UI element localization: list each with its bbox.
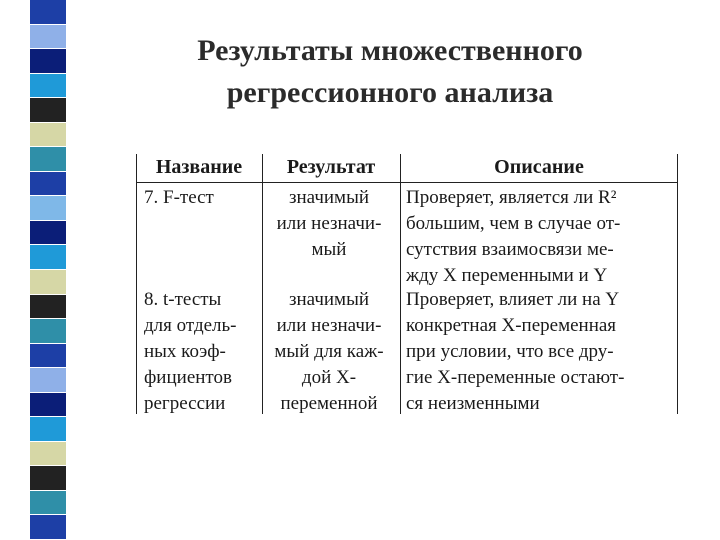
header-divider (136, 182, 678, 183)
stripe-block (30, 442, 66, 467)
stripe-block (30, 417, 66, 442)
stripe-block (30, 515, 66, 540)
row2-description (406, 287, 676, 417)
cell-line: или незначи- (276, 315, 382, 336)
row1-description (406, 185, 676, 289)
table-border-right (677, 154, 678, 414)
cell-line: переменной (280, 393, 378, 414)
stripe-block (30, 270, 66, 295)
results-table (136, 154, 678, 414)
cell-line: значимый (288, 289, 370, 310)
stripe-block (30, 393, 66, 418)
slide-title (100, 30, 680, 114)
stripe-block (30, 49, 66, 74)
row1-result (266, 185, 392, 263)
stripe-block (30, 319, 66, 344)
column-divider-2 (400, 154, 401, 414)
cell-line: регрессии (144, 393, 226, 414)
cell-line: 8. t-тесты (144, 289, 222, 310)
stripe-block (30, 196, 66, 221)
stripe-block (30, 344, 66, 369)
cell-line: гие X-переменные остают- (406, 367, 625, 388)
title-line-1: Результаты множественного (197, 34, 583, 67)
stripe-block (30, 147, 66, 172)
decorative-stripe (30, 0, 66, 540)
cell-line: конкретная X-переменная (406, 315, 617, 336)
header-description: Описание (494, 156, 584, 178)
cell-line: значимый (288, 187, 370, 208)
stripe-block (30, 172, 66, 197)
stripe-block (30, 98, 66, 123)
column-divider-1 (262, 154, 263, 414)
cell-line: сутствия взаимосвязи ме- (406, 239, 614, 260)
cell-line: при условии, что все дру- (406, 341, 614, 362)
stripe-block (30, 74, 66, 99)
stripe-block (30, 123, 66, 148)
row2-name (144, 287, 262, 417)
stripe-block (30, 295, 66, 320)
cell-line: мый для каж- (274, 341, 384, 362)
cell-line: мый (311, 239, 347, 260)
stripe-block (30, 368, 66, 393)
cell-line: Проверяет, влияет ли на Y (406, 289, 620, 310)
row2-result (266, 287, 392, 417)
table-border-left (136, 154, 137, 414)
cell-line: или незначи- (276, 213, 382, 234)
header-result: Результат (286, 156, 376, 178)
cell-line: для отдель- (144, 315, 237, 336)
stripe-block (30, 491, 66, 516)
cell-line: жду X переменными и Y (406, 265, 608, 286)
cell-line: 7. F-тест (144, 187, 214, 208)
title-line-2: регрессионного анализа (226, 76, 554, 109)
cell-line: ся неизменными (406, 393, 540, 414)
stripe-block (30, 221, 66, 246)
stripe-block (30, 0, 66, 25)
row1-name (144, 185, 262, 211)
cell-line: Проверяет, является ли R² (406, 187, 617, 208)
header-name: Название (155, 156, 243, 178)
stripe-block (30, 25, 66, 50)
stripe-block (30, 245, 66, 270)
cell-line: ных коэф- (144, 341, 226, 362)
cell-line: фициентов (144, 367, 232, 388)
cell-line: дой X- (301, 367, 357, 388)
stripe-block (30, 466, 66, 491)
cell-line: большим, чем в случае от- (406, 213, 621, 234)
